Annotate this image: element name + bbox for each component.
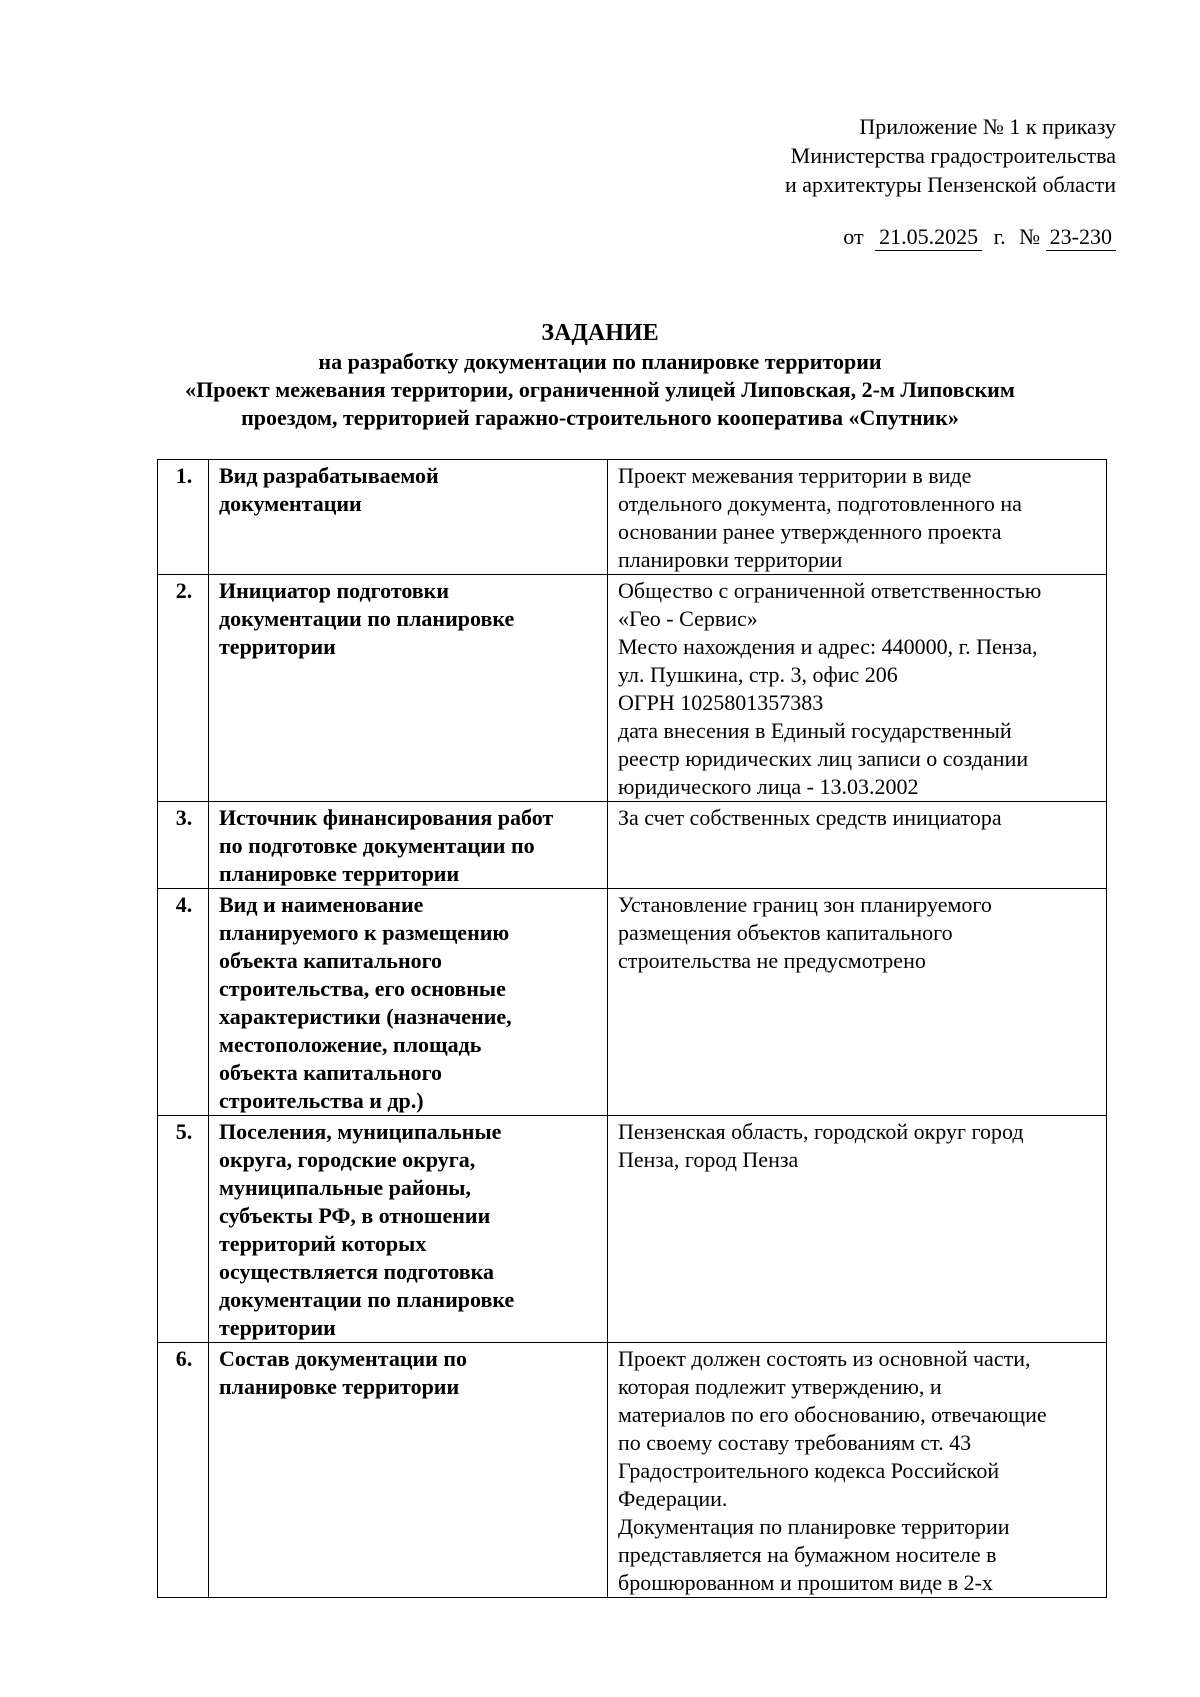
table-row <box>158 802 1107 889</box>
order-number-label: № <box>1019 224 1041 249</box>
row-value-line: ул. Пушкина, стр. 3, офис 206 <box>618 662 898 687</box>
order-reference <box>843 222 1116 251</box>
title-line-3: проездом, территорией гаражно-строительного кооператива «Спутник» <box>241 405 959 430</box>
order-prefix: от <box>843 224 864 249</box>
header-line-2: Министерства градостроительства <box>790 143 1116 168</box>
table-row <box>158 889 1107 1116</box>
document-header <box>785 112 1116 199</box>
row-value-line: Общество с ограниченной ответственностью <box>618 578 1042 603</box>
row-label-line: строительства и др.) <box>219 1088 424 1113</box>
row-value-line: строительства не предусмотрено <box>618 948 926 973</box>
row-label-line: документации <box>219 491 362 516</box>
table-row <box>158 460 1107 575</box>
row-label <box>209 802 608 889</box>
row-label-line: Источник финансирования работ <box>219 805 554 830</box>
row-value <box>608 1343 1107 1598</box>
document-title <box>60 318 1140 432</box>
row-label-line: субъекты РФ, в отношении <box>219 1203 491 1228</box>
row-label-line: местоположение, площадь <box>219 1032 482 1057</box>
row-label <box>209 460 608 575</box>
row-value-line: которая подлежит утверждению, и <box>618 1374 942 1399</box>
row-number: 5. <box>158 1116 209 1343</box>
row-value-line: Документация по планировке территории <box>618 1514 1010 1539</box>
row-value <box>608 889 1107 1116</box>
order-date: 21.05.2025 <box>875 224 982 251</box>
row-label-line: территорий которых <box>219 1231 427 1256</box>
row-value-line: За счет собственных средств инициатора <box>618 805 1002 830</box>
row-value-line: основании ранее утвержденного проекта <box>618 519 1002 544</box>
row-label-line: Вид и наименование <box>219 892 424 917</box>
row-value <box>608 460 1107 575</box>
row-label-line: Вид разрабатываемой <box>219 463 439 488</box>
table-row <box>158 575 1107 802</box>
row-value-line: планировки территории <box>618 547 843 572</box>
row-label <box>209 1343 608 1598</box>
title-line-2: «Проект межевания территории, ограниченной улицей Липовская, 2-м Липовским <box>185 377 1015 402</box>
row-value-line: по своему составу требованиям ст. 43 <box>618 1430 972 1455</box>
row-value-line: юридического лица - 13.03.2002 <box>618 774 919 799</box>
row-label-line: документации по планировке <box>219 1287 515 1312</box>
row-number: 2. <box>158 575 209 802</box>
row-number: 3. <box>158 802 209 889</box>
row-value-line: Проект должен состоять из основной части, <box>618 1346 1031 1371</box>
row-value-line: реестр юридических лиц записи о создании <box>618 746 1029 771</box>
row-label-line: документации по планировке <box>219 606 515 631</box>
row-value-line: дата внесения в Единый государственный <box>618 718 1012 743</box>
row-label-line: характеристики (назначение, <box>219 1004 512 1029</box>
row-value-line: Место нахождения и адрес: 440000, г. Пенза, <box>618 634 1038 659</box>
row-value-line: Проект межевания территории в виде <box>618 463 972 488</box>
row-label-line: Поселения, муниципальные <box>219 1119 502 1144</box>
row-label-line: планировке территории <box>219 1374 460 1399</box>
row-value-line: Пенза, город Пенза <box>618 1147 799 1172</box>
row-value-line: Установление границ зон планируемого <box>618 892 992 917</box>
row-label-line: планируемого к размещению <box>219 920 510 945</box>
row-label-line: осуществляется подготовка <box>219 1259 495 1284</box>
row-label-line: Инициатор подготовки <box>219 578 450 603</box>
row-label-line: объекта капитального <box>219 1060 443 1085</box>
row-label <box>209 889 608 1116</box>
row-value-line: представляется на бумажном носителе в <box>618 1542 997 1567</box>
row-label-line: планировке территории <box>219 861 460 886</box>
row-label <box>209 1116 608 1343</box>
row-value-line: отдельного документа, подготовленного на <box>618 491 1022 516</box>
table-row <box>158 1116 1107 1343</box>
header-line-3: и архитектуры Пензенской области <box>785 172 1116 197</box>
row-label-line: строительства, его основные <box>219 976 506 1001</box>
row-label-line: Состав документации по <box>219 1346 468 1371</box>
row-label-line: объекта капитального <box>219 948 443 973</box>
table-row <box>158 1343 1107 1598</box>
row-label-line: территории <box>219 1315 336 1340</box>
row-label-line: территории <box>219 634 336 659</box>
row-value <box>608 802 1107 889</box>
row-value-line: «Гео - Сервис» <box>618 606 758 631</box>
row-value-line: размещения объектов капитального <box>618 920 953 945</box>
row-number: 6. <box>158 1343 209 1598</box>
row-value-line: брошюрованном и прошитом виде в 2-х <box>618 1570 993 1595</box>
order-number: 23-230 <box>1046 224 1116 251</box>
row-value-line: Градостроительного кодекса Российской <box>618 1458 1000 1483</box>
row-number: 4. <box>158 889 209 1116</box>
row-value <box>608 575 1107 802</box>
row-number: 1. <box>158 460 209 575</box>
header-line-1: Приложение № 1 к приказу <box>859 114 1116 139</box>
row-label <box>209 575 608 802</box>
title-line-1: на разработку документации по планировке территории <box>318 349 882 374</box>
row-label-line: округа, городские округа, <box>219 1147 476 1172</box>
title-main: ЗАДАНИЕ <box>541 320 659 346</box>
row-label-line: по подготовке документации по <box>219 833 535 858</box>
row-label-line: муниципальные районы, <box>219 1175 471 1200</box>
row-value-line: Пензенская область, городской округ город <box>618 1119 1024 1144</box>
task-table <box>157 459 1107 1598</box>
row-value-line: Федерации. <box>618 1486 728 1511</box>
order-year-suffix: г. <box>993 224 1006 249</box>
row-value <box>608 1116 1107 1343</box>
row-value-line: ОГРН 1025801357383 <box>618 690 824 715</box>
row-value-line: материалов по его обоснованию, отвечающие <box>618 1402 1047 1427</box>
